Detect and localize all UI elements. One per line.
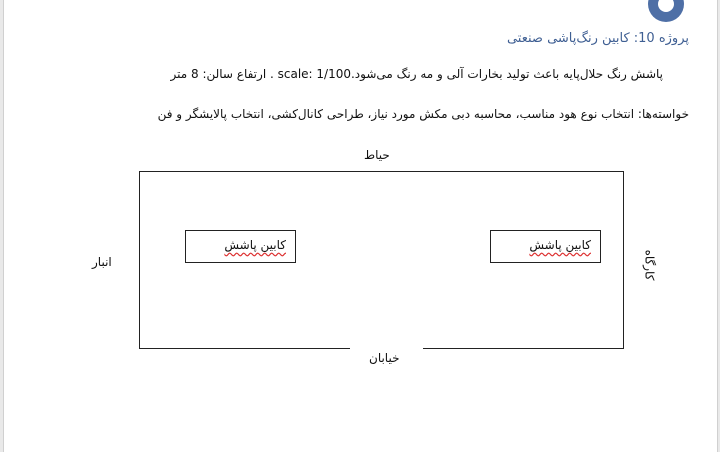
requirements-paragraph: خواسته‌ها: انتخاب نوع هود مناسب، محاسبه دبی مکش مورد نیاز، طراحی کانال‌کشی، انتخاب پالایشگر و فن bbox=[157, 107, 689, 121]
floor-plan bbox=[139, 171, 624, 349]
project-heading: پروژه 10: کابین رنگ‌پاشی صنعتی bbox=[506, 31, 689, 46]
spray-booth-right bbox=[490, 230, 601, 263]
spray-booth-left-label: کابین پاشش bbox=[224, 238, 286, 252]
plan-label-warehouse: انبار bbox=[92, 255, 112, 269]
decorative-circle-icon bbox=[648, 0, 684, 22]
spray-booth-left bbox=[185, 230, 296, 263]
spray-booth-right-label: کابین پاشش bbox=[529, 238, 591, 252]
plan-label-street: خیابان bbox=[369, 351, 400, 365]
description-paragraph: پاشش رنگ حلال‌پایه باعث تولید بخارات آلی و مه رنگ می‌شود.scale: 1/100 . ارتفاع سالن: 8 متر bbox=[170, 67, 663, 81]
plan-entrance-gap bbox=[350, 346, 423, 350]
plan-label-workshop: کارگاه bbox=[642, 249, 657, 281]
plan-label-yard: حیاط bbox=[364, 148, 390, 162]
document-page bbox=[3, 0, 718, 452]
